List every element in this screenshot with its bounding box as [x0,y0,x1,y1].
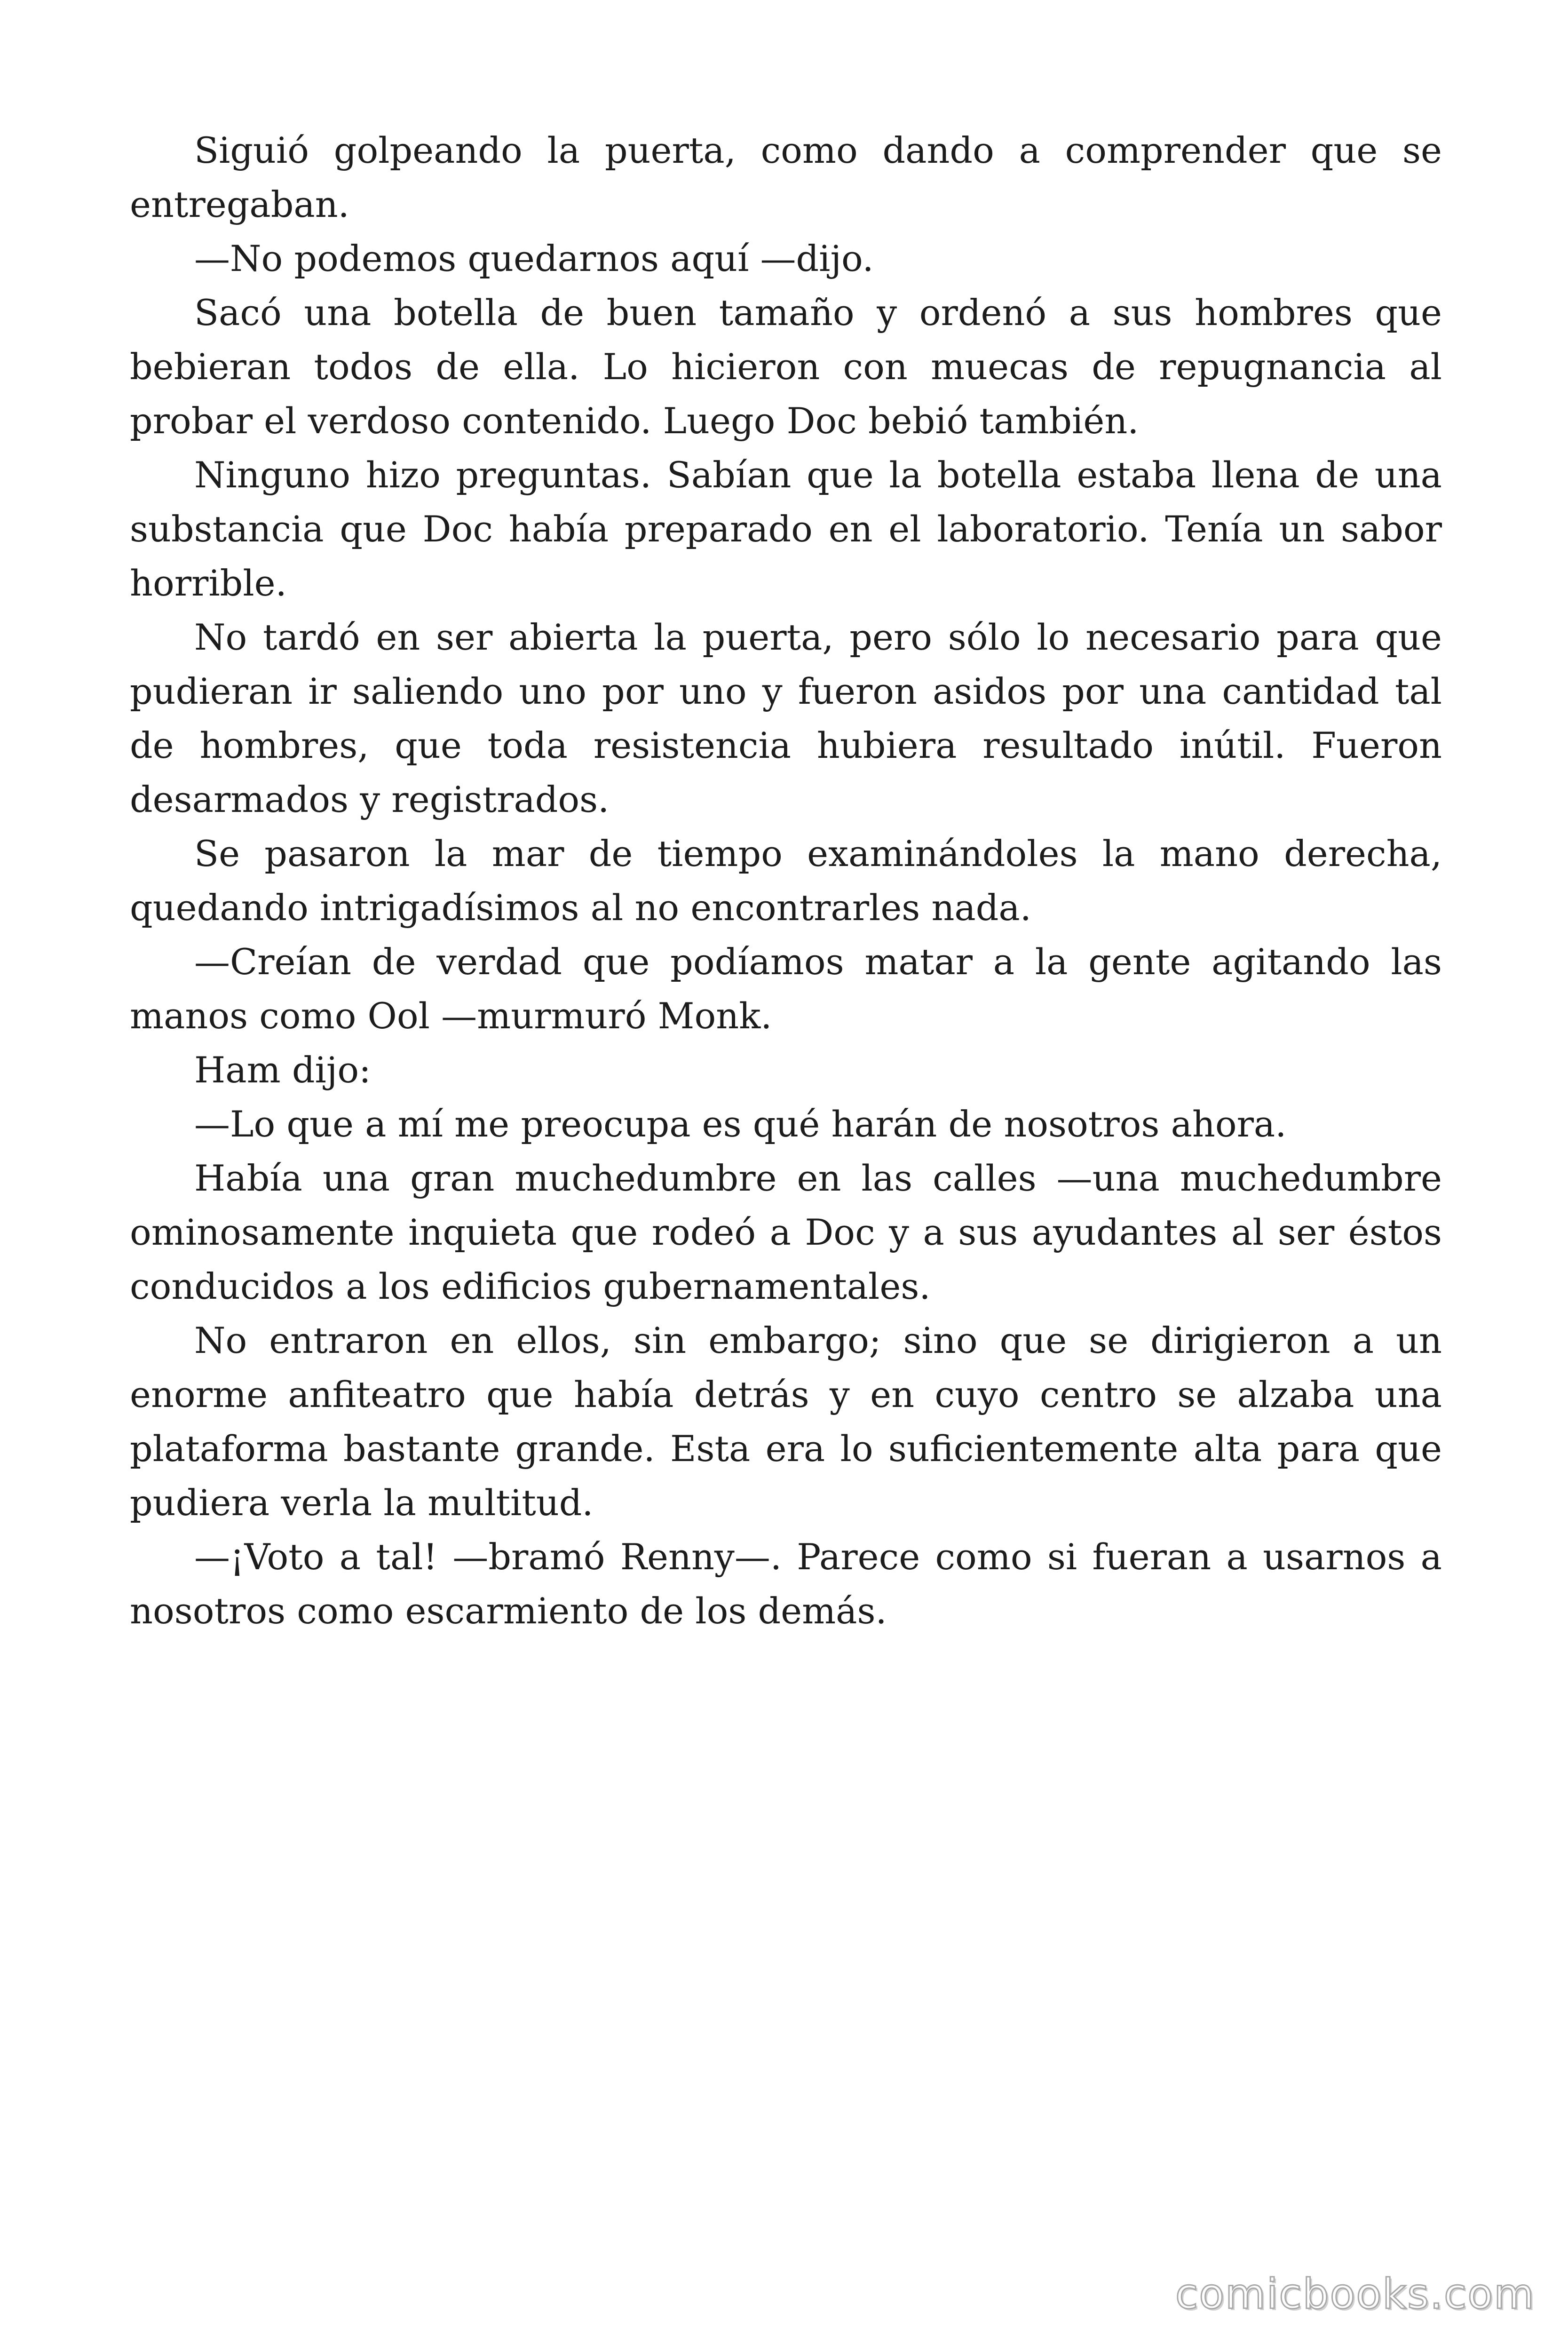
paragraph: Siguió golpeando la puerta, como dando a comprender que se entregaban. [130,129,1442,225]
paragraph: No entraron en ellos, sin embargo; sino que se dirigieron a un enorme anfiteatro que había detrás y en cuyo centro se alzaba una plataforma bastante grande. Esta era lo suficientemente alta para que pudiera verla la multitud. [130,1319,1442,1524]
paragraph: —No podemos quedarnos aquí —dijo. [194,238,874,279]
paragraph: —Lo que a mí me preocupa es qué harán de nosotros ahora. [194,1103,1287,1145]
paragraph: Había una gran muchedumbre en las calles —una muchedumbre ominosamente inquieta que rodeó a Doc y a sus ayudantes al ser éstos conducidos a los edificios gubernamentales. [130,1157,1442,1307]
paragraph: Ham dijo: [194,1049,371,1091]
paragraph: Se pasaron la mar de tiempo examinándoles la mano derecha, quedando intrigadísimos al no encontrarles nada. [130,833,1442,929]
body-text [130,123,1442,1638]
paragraph: Sacó una botella de buen tamaño y ordenó a sus hombres que bebieran todos de ella. Lo hicieron con muecas de repugnancia al probar el verdoso contenido. Luego Doc bebió también. [130,292,1442,442]
paragraph: —Creían de verdad que podíamos matar a la gente agitando las manos como Ool —murmuró Monk. [130,941,1442,1037]
paragraph: No tardó en ser abierta la puerta, pero sólo lo necesario para que pudieran ir saliendo uno por uno y fueron asidos por una cantidad tal de hombres, que toda resistencia hubiera resultado inútil. Fueron desarmados y registrados. [130,616,1442,820]
paragraph: Ninguno hizo preguntas. Sabían que la botella estaba llena de una substancia que Doc había preparado en el laboratorio. Tenía un sabor horrible. [130,454,1442,604]
watermark: comicbooks.com [1175,2270,1535,2318]
paragraph: —¡Voto a tal! —bramó Renny—. Parece como si fueran a usarnos a nosotros como escarmiento de los demás. [130,1536,1442,1632]
